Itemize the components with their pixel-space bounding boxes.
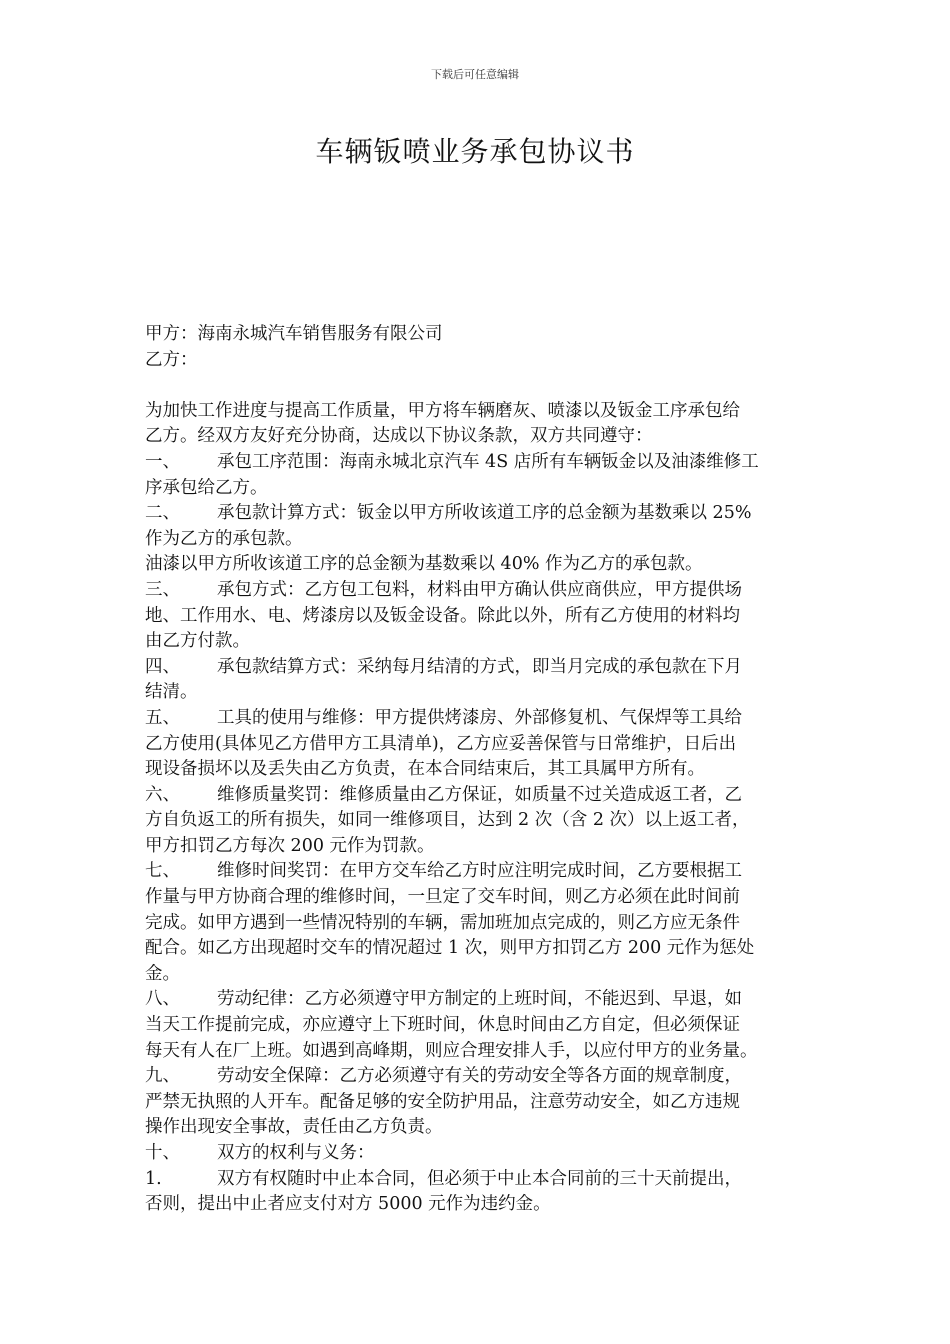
subclause-1-line: 否则，提出中止者应支付对方 5000 元作为违约金。 [145,1194,551,1215]
clause-text: 劳动纪律：乙方必须遵守甲方制定的上班时间，不能迟到、早退，如 [217,989,742,1010]
clause-7-line: 完成。如甲方遇到一些情况特别的车辆，需加班加点完成的，则乙方应无条件 [145,912,740,933]
clause-2-line: 油漆以甲方所收该道工序的总金额为基数乘以 40% 作为乙方的承包款。 [145,554,703,575]
clause-text: 劳动安全保障：乙方必须遵守有关的劳动安全等各方面的规章制度， [217,1066,742,1087]
clause-1-line [145,450,815,476]
clause-9-line: 严禁无执照的人开车。配备足够的安全防护用品，注意劳动安全，如乙方违规 [145,1091,740,1112]
clause-3-line: 地、工作用水、电、烤漆房以及钣金设备。除此以外，所有乙方使用的材料均 [145,605,740,626]
clause-7-line [145,859,815,885]
clause-8-line: 当天工作提前完成，亦应遵守上下班时间，休息时间由乙方自定，但必须保证 [145,1015,740,1036]
clause-text: 工具的使用与维修：甲方提供烤漆房、外部修复机、气保焊等工具给 [217,707,742,728]
document-title: 车辆钣喷业务承包协议书 [315,135,635,168]
intro-line: 乙方。经双方友好充分协商，达成以下协议条款，双方共同遵守： [145,426,653,447]
clause-10-line [145,1141,815,1167]
clause-7-line: 配合。如乙方出现超时交车的情况超过 1 次，则甲方扣罚乙方 200 元作为惩处 [145,938,755,959]
clause-number: 1. [145,1168,162,1189]
clause-number: 二、 [145,503,180,524]
clause-5-line [145,706,815,732]
clause-text: 承包款结算方式：采纳每月结清的方式，即当月完成的承包款在下月 [217,656,742,677]
clause-3-line [145,578,815,604]
clause-7-line: 金。 [145,963,180,984]
document-body [145,322,815,1218]
clause-text: 双方的权利与义务： [217,1143,375,1163]
clause-2-line [145,501,815,527]
clause-number: 五、 [145,707,180,728]
clause-3-line: 由乙方付款。 [145,631,250,652]
clause-number: 八、 [145,989,180,1010]
clause-8-line [145,987,815,1013]
clause-2-line: 作为乙方的承包款。 [145,528,303,549]
clause-number: 六、 [145,784,180,805]
clause-number: 七、 [145,861,180,882]
clause-9-line: 操作出现安全事故，责任由乙方负责。 [145,1117,443,1138]
clause-5-line: 现设备损坏以及丢失由乙方负责，在本合同结束后，其工具属甲方所有。 [145,759,705,780]
clause-1-line: 序承包给乙方。 [145,477,268,498]
blank-line [145,373,815,399]
clause-8-line: 每天有人在厂上班。如遇到高峰期，则应合理安排人手，以应付甲方的业务量。 [145,1040,758,1061]
header-note: 下载后可任意编辑 [431,68,519,81]
clause-4-line: 结清。 [145,682,198,703]
clause-4-line [145,655,815,681]
clause-5-line: 乙方使用(具体见乙方借甲方工具清单)，乙方应妥善保管与日常维护，日后出 [145,733,737,754]
clause-6-line [145,783,815,809]
clause-text: 维修质量奖罚：维修质量由乙方保证，如质量不过关造成返工者，乙 [217,784,742,805]
clause-text: 承包款计算方式：钣金以甲方所收该道工序的总金额为基数乘以 25% [217,503,752,524]
clause-number: 十、 [145,1143,180,1163]
clause-text: 维修时间奖罚：在甲方交车给乙方时应注明完成时间，乙方要根据工 [217,861,742,882]
party-b-line: 乙方： [145,349,198,370]
clause-6-line: 甲方扣罚乙方每次 200 元作为罚款。 [145,835,435,856]
subclause-1-line [145,1167,815,1193]
clause-text: 承包方式：乙方包工包料，材料由甲方确认供应商供应，甲方提供场 [217,579,742,600]
clause-number: 三、 [145,579,180,600]
party-a-line: 甲方：海南永城汽车销售服务有限公司 [145,324,443,344]
clause-6-line: 方自负返工的所有损失，如同一维修项目，达到 2 次（含 2 次）以上返工者， [145,810,750,831]
clause-7-line: 作量与甲方协商合理的维修时间，一旦定了交车时间，则乙方必须在此时间前 [145,887,740,908]
intro-line: 为加快工作进度与提高工作质量，甲方将车辆磨灰、喷漆以及钣金工序承包给 [145,400,740,421]
clause-number: 四、 [145,656,180,677]
clause-text: 承包工序范围：海南永城北京汽车 4S 店所有车辆钣金以及油漆维修工 [217,451,759,472]
clause-number: 九、 [145,1066,180,1087]
clause-text: 双方有权随时中止本合同，但必须于中止本合同前的三十天前提出， [217,1168,742,1189]
clause-9-line [145,1064,815,1090]
clause-number: 一、 [145,451,180,472]
